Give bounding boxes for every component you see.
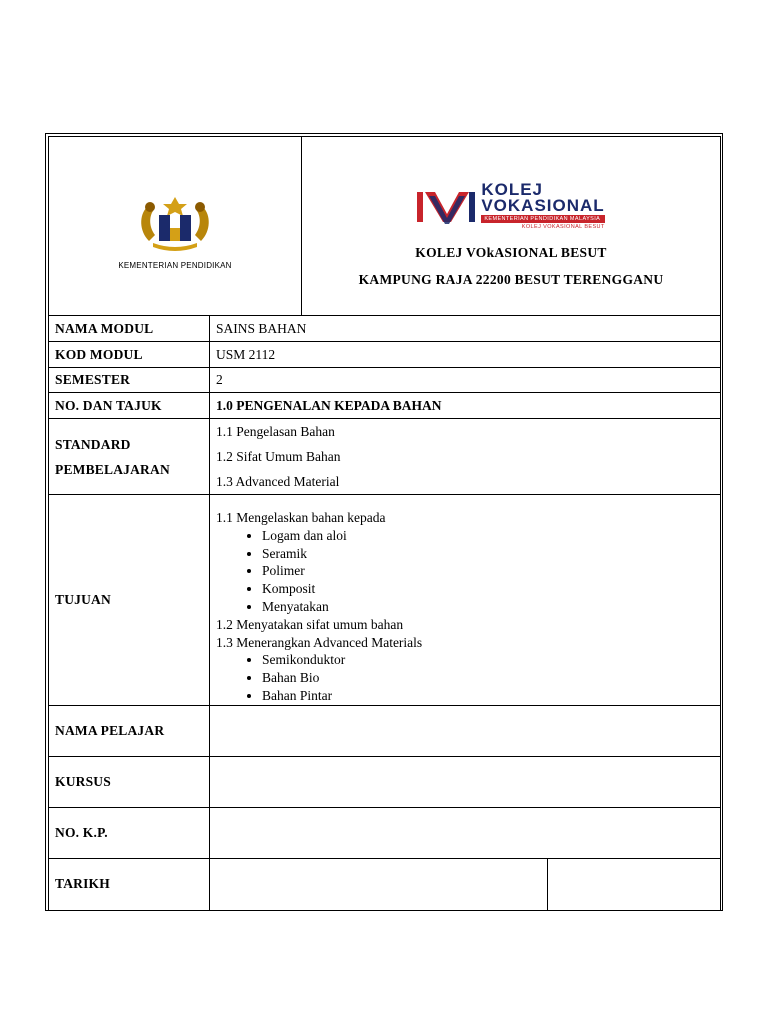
standard-items [210,419,721,495]
list-item: • Polimer [262,562,714,580]
nama-pelajar-field[interactable] [210,705,721,756]
standard-label-line2: PEMBELAJARAN [55,461,170,477]
tujuan-label: TUJUAN [49,495,210,706]
kod-modul-label: KOD MODUL [49,342,210,368]
tarikh-field[interactable] [210,858,548,910]
row-standard [49,419,721,495]
tarikh-label: TARIKH [49,858,210,910]
kv-logo-line1: KOLEJ [481,180,544,199]
tujuan-item3-list [216,651,714,704]
kod-modul-value: USM 2112 [210,342,721,368]
school-name: KOLEJ VOkASIONAL BESUT [415,245,607,260]
kursus-label: KURSUS [49,756,210,807]
row-tajuk [49,393,721,419]
list-item: • Bahan Bio [262,669,714,687]
row-kursus [49,756,721,807]
list-item: • Seramik [262,545,714,563]
list-item: • Logam dan aloi [262,527,714,545]
tujuan-item2: 1.2 Menyatakan sifat umum bahan [216,616,404,632]
standard-item: 1.2 Sifat Umum Bahan [216,449,341,464]
crest-icon [133,195,217,253]
row-kod-modul [49,342,721,368]
nama-pelajar-label: NAMA PELAJAR [49,705,210,756]
ministry-label: KEMENTERIAN PENDIDIKAN [118,260,232,270]
standard-label-line1: STANDARD [55,436,131,452]
list-item: • Menyatakan [262,598,714,616]
kv-logo-sub1: KEMENTERIAN PENDIDIKAN MALAYSIA [481,215,604,223]
tujuan-items [210,495,721,706]
row-tujuan [49,495,721,706]
row-no-kp [49,807,721,858]
kv-logo-line2: VOKASIONAL [481,196,605,215]
standard-item: 1.1 Pengelasan Bahan [216,424,335,439]
row-semester [49,368,721,393]
nama-modul-label: NAMA MODUL [49,316,210,342]
no-kp-field[interactable] [210,807,721,858]
no-kp-label: NO. K.P. [49,807,210,858]
standard-item: 1.3 Advanced Material [216,474,340,489]
nama-modul-value: SAINS BAHAN [210,316,721,342]
kursus-field[interactable] [210,756,721,807]
tajuk-value: 1.0 PENGENALAN KEPADA BAHAN [210,393,721,419]
tajuk-label: NO. DAN TAJUK [49,393,210,419]
list-item: • Semikonduktor [262,651,714,669]
row-tarikh [49,858,721,910]
semester-label: SEMESTER [49,368,210,393]
kv-logo-sub2: KOLEJ VOKASIONAL BESUT [521,224,605,230]
ministry-logo-cell [49,137,302,316]
school-header-cell [302,137,721,316]
semester-value: 2 [210,368,721,393]
row-nama-modul [49,316,721,342]
standard-label [49,419,210,495]
kv-logo-icon [417,190,477,224]
school-address: KAMPUNG RAJA 22200 BESUT TERENGGANU [358,272,664,287]
tarikh-extra-field[interactable] [548,858,721,910]
list-item: • Komposit [262,580,714,598]
list-item: • Bahan Pintar [262,687,714,705]
module-cover-table [48,136,721,911]
tujuan-item1-list [216,527,714,616]
tujuan-item3: 1.3 Menerangkan Advanced Materials [216,634,423,650]
row-nama-pelajar [49,705,721,756]
tujuan-item1: 1.1 Mengelaskan bahan kepada [216,510,386,525]
